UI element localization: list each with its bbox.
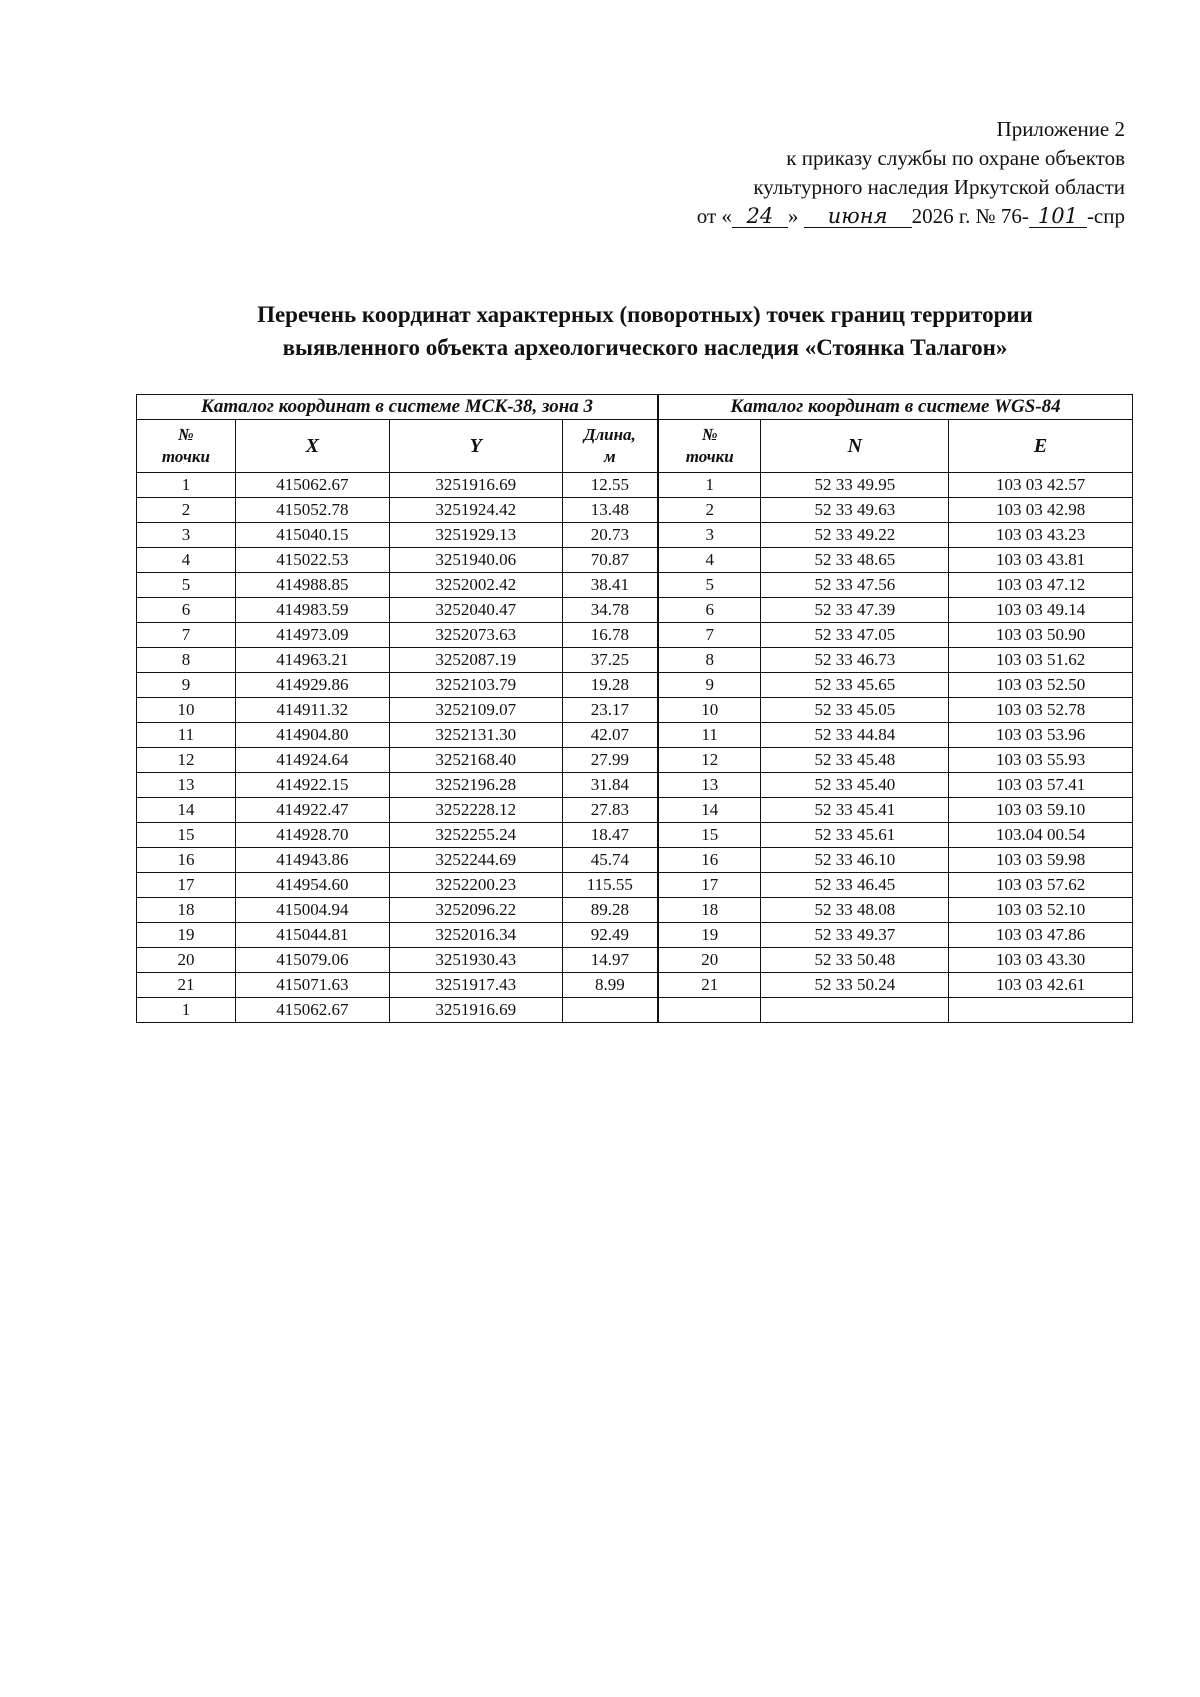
cell-e: 103 03 57.41 (949, 773, 1133, 798)
cell-point-no-wgs: 5 (658, 573, 761, 598)
annex-order-ref: к приказу службы по охране объектов (786, 146, 1125, 170)
table-row (137, 698, 1133, 723)
table-row (137, 773, 1133, 798)
cell-y: 3252002.42 (389, 573, 562, 598)
table-row (137, 598, 1133, 623)
cell-n: 52 33 48.65 (761, 548, 949, 573)
table-row (137, 498, 1133, 523)
cell-x: 415044.81 (235, 923, 389, 948)
cell-point-no-wgs: 10 (658, 698, 761, 723)
cell-point-no-wgs: 13 (658, 773, 761, 798)
cell-e: 103 03 49.14 (949, 598, 1133, 623)
cell-length: 27.99 (562, 748, 658, 773)
cell-point-no: 4 (137, 548, 236, 573)
cell-point-no: 16 (137, 848, 236, 873)
cell-y: 3252255.24 (389, 823, 562, 848)
cell-point-no-wgs: 20 (658, 948, 761, 973)
date-mid: » (787, 204, 799, 228)
cell-n: 52 33 49.37 (761, 923, 949, 948)
cell-y: 3251916.69 (389, 473, 562, 498)
cell-e: 103 03 43.23 (949, 523, 1133, 548)
cell-n: 52 33 45.05 (761, 698, 949, 723)
cell-length: 31.84 (562, 773, 658, 798)
cell-point-no: 2 (137, 498, 236, 523)
cell-length: 16.78 (562, 623, 658, 648)
cell-e: 103 03 43.30 (949, 948, 1133, 973)
cell-point-no-wgs: 6 (658, 598, 761, 623)
cell-length: 23.17 (562, 698, 658, 723)
cell-point-no: 3 (137, 523, 236, 548)
cell-length: 19.28 (562, 673, 658, 698)
cell-e: 103 03 42.57 (949, 473, 1133, 498)
cell-y: 3252200.23 (389, 873, 562, 898)
cell-length: 70.87 (562, 548, 658, 573)
cell-x: 415062.67 (235, 473, 389, 498)
cell-point-no: 9 (137, 673, 236, 698)
table-row (137, 798, 1133, 823)
cell-x: 415079.06 (235, 948, 389, 973)
cell-point-no-wgs: 11 (658, 723, 761, 748)
cell-point-no-wgs: 2 (658, 498, 761, 523)
cell-point-no: 15 (137, 823, 236, 848)
cell-length: 115.55 (562, 873, 658, 898)
cell-e: 103 03 51.62 (949, 648, 1133, 673)
cell-e: 103 03 42.98 (949, 498, 1133, 523)
cell-point-no: 7 (137, 623, 236, 648)
cell-e (949, 998, 1133, 1023)
cell-e: 103 03 57.62 (949, 873, 1133, 898)
cell-y: 3252196.28 (389, 773, 562, 798)
cell-point-no-wgs: 8 (658, 648, 761, 673)
cell-n: 52 33 46.10 (761, 848, 949, 873)
cell-x: 415022.53 (235, 548, 389, 573)
cell-length: 45.74 (562, 848, 658, 873)
cell-x: 414928.70 (235, 823, 389, 848)
cell-length: 34.78 (562, 598, 658, 623)
cell-x: 414922.15 (235, 773, 389, 798)
cell-point-no-wgs: 21 (658, 973, 761, 998)
cell-point-no: 18 (137, 898, 236, 923)
cell-point-no: 6 (137, 598, 236, 623)
col-n: N (761, 420, 949, 473)
cell-point-no: 19 (137, 923, 236, 948)
cell-y: 3252073.63 (389, 623, 562, 648)
cell-x: 414963.21 (235, 648, 389, 673)
cell-point-no-wgs: 3 (658, 523, 761, 548)
cell-n: 52 33 50.24 (761, 973, 949, 998)
cell-point-no: 5 (137, 573, 236, 598)
cell-length (562, 998, 658, 1023)
cell-point-no: 14 (137, 798, 236, 823)
table-row (137, 473, 1133, 498)
title-line-2: выявленного объекта археологического наследия «Стоянка Талагон» (282, 335, 1008, 360)
cell-y: 3251930.43 (389, 948, 562, 973)
cell-point-no: 11 (137, 723, 236, 748)
title-line-1: Перечень координат характерных (поворотных) точек границ территории (257, 302, 1033, 327)
table-row (137, 948, 1133, 973)
cell-point-no: 20 (137, 948, 236, 973)
cell-e: 103 03 52.78 (949, 698, 1133, 723)
cell-e: 103 03 52.10 (949, 898, 1133, 923)
cell-x: 415062.67 (235, 998, 389, 1023)
cell-n: 52 33 45.61 (761, 823, 949, 848)
cell-x: 414904.80 (235, 723, 389, 748)
cell-n: 52 33 46.45 (761, 873, 949, 898)
table-row (137, 973, 1133, 998)
col-y: Y (389, 420, 562, 473)
cell-point-no: 12 (137, 748, 236, 773)
cell-e: 103 03 53.96 (949, 723, 1133, 748)
cell-point-no: 21 (137, 973, 236, 998)
table-row (137, 648, 1133, 673)
cell-x: 414973.09 (235, 623, 389, 648)
table-row (137, 898, 1133, 923)
cell-length: 92.49 (562, 923, 658, 948)
cell-y: 3252040.47 (389, 598, 562, 623)
cell-x: 414988.85 (235, 573, 389, 598)
cell-y: 3252168.40 (389, 748, 562, 773)
cell-e: 103 03 59.10 (949, 798, 1133, 823)
cell-length: 18.47 (562, 823, 658, 848)
table-row (137, 523, 1133, 548)
cell-point-no: 1 (137, 473, 236, 498)
cell-n: 52 33 48.08 (761, 898, 949, 923)
cell-e: 103 03 52.50 (949, 673, 1133, 698)
cell-x: 414983.59 (235, 598, 389, 623)
cell-length: 14.97 (562, 948, 658, 973)
annex-agency: культурного наследия Иркутской области (753, 175, 1125, 199)
msk-38-caption: Каталог координат в системе МСК-38, зона 3 (137, 395, 659, 420)
cell-e: 103 03 43.81 (949, 548, 1133, 573)
cell-x: 415004.94 (235, 898, 389, 923)
cell-point-no-wgs: 4 (658, 548, 761, 573)
cell-x: 414929.86 (235, 673, 389, 698)
table-row (137, 548, 1133, 573)
cell-point-no-wgs: 1 (658, 473, 761, 498)
table-row (137, 848, 1133, 873)
cell-x: 415071.63 (235, 973, 389, 998)
cell-point-no-wgs (658, 998, 761, 1023)
cell-y: 3252016.34 (389, 923, 562, 948)
cell-point-no-wgs: 12 (658, 748, 761, 773)
col-x: X (235, 420, 389, 473)
cell-y: 3252103.79 (389, 673, 562, 698)
cell-y: 3252228.12 (389, 798, 562, 823)
handwritten-number: 101 (1029, 205, 1087, 228)
cell-point-no: 13 (137, 773, 236, 798)
cell-x: 415040.15 (235, 523, 389, 548)
cell-x: 414911.32 (235, 698, 389, 723)
table-row (137, 823, 1133, 848)
cell-length: 38.41 (562, 573, 658, 598)
cell-y: 3252087.19 (389, 648, 562, 673)
cell-n: 52 33 45.48 (761, 748, 949, 773)
cell-point-no: 10 (137, 698, 236, 723)
table-row (137, 923, 1133, 948)
col-point-no-wgs: № точки (658, 420, 761, 473)
handwritten-month: июня (804, 205, 912, 228)
table-row (137, 998, 1133, 1023)
cell-y: 3252109.07 (389, 698, 562, 723)
cell-point-no: 8 (137, 648, 236, 673)
cell-n: 52 33 45.40 (761, 773, 949, 798)
cell-x: 414922.47 (235, 798, 389, 823)
table-row (137, 748, 1133, 773)
wgs-84-caption: Каталог координат в системе WGS-84 (658, 395, 1132, 420)
document-title (100, 298, 1190, 364)
order-year: 2026 г. № 76- (911, 204, 1029, 228)
cell-length: 89.28 (562, 898, 658, 923)
table-row (137, 873, 1133, 898)
cell-point-no-wgs: 17 (658, 873, 761, 898)
annex-title: Приложение 2 (996, 117, 1125, 141)
cell-e: 103 03 55.93 (949, 748, 1133, 773)
cell-length: 42.07 (562, 723, 658, 748)
cell-length: 37.25 (562, 648, 658, 673)
cell-length: 20.73 (562, 523, 658, 548)
cell-x: 414943.86 (235, 848, 389, 873)
cell-x: 414924.64 (235, 748, 389, 773)
handwritten-day: 24 (732, 205, 788, 228)
cell-n: 52 33 47.56 (761, 573, 949, 598)
cell-y: 3251917.43 (389, 973, 562, 998)
table-row (137, 723, 1133, 748)
cell-e: 103 03 47.86 (949, 923, 1133, 948)
cell-e: 103 03 47.12 (949, 573, 1133, 598)
cell-x: 415052.78 (235, 498, 389, 523)
cell-y: 3251916.69 (389, 998, 562, 1023)
cell-y: 3251940.06 (389, 548, 562, 573)
cell-length: 8.99 (562, 973, 658, 998)
cell-y: 3251929.13 (389, 523, 562, 548)
cell-n: 52 33 49.63 (761, 498, 949, 523)
cell-y: 3252131.30 (389, 723, 562, 748)
cell-n: 52 33 45.41 (761, 798, 949, 823)
cell-y: 3252244.69 (389, 848, 562, 873)
cell-length: 27.83 (562, 798, 658, 823)
date-prefix: от « (696, 204, 732, 228)
cell-n: 52 33 47.05 (761, 623, 949, 648)
cell-n: 52 33 44.84 (761, 723, 949, 748)
cell-e: 103 03 50.90 (949, 623, 1133, 648)
cell-point-no-wgs: 16 (658, 848, 761, 873)
table-row (137, 673, 1133, 698)
cell-length: 12.55 (562, 473, 658, 498)
cell-point-no-wgs: 7 (658, 623, 761, 648)
cell-point-no-wgs: 15 (658, 823, 761, 848)
cell-point-no-wgs: 14 (658, 798, 761, 823)
order-date-line (697, 202, 1125, 231)
cell-x: 414954.60 (235, 873, 389, 898)
cell-n (761, 998, 949, 1023)
cell-n: 52 33 49.95 (761, 473, 949, 498)
cell-point-no: 1 (137, 998, 236, 1023)
cell-point-no-wgs: 9 (658, 673, 761, 698)
cell-n: 52 33 50.48 (761, 948, 949, 973)
cell-y: 3251924.42 (389, 498, 562, 523)
annex-header (697, 115, 1125, 231)
col-point-no: № точки (137, 420, 236, 473)
cell-point-no: 17 (137, 873, 236, 898)
cell-n: 52 33 47.39 (761, 598, 949, 623)
cell-n: 52 33 45.65 (761, 673, 949, 698)
cell-point-no-wgs: 19 (658, 923, 761, 948)
cell-e: 103.04 00.54 (949, 823, 1133, 848)
col-e: E (949, 420, 1133, 473)
cell-y: 3252096.22 (389, 898, 562, 923)
cell-n: 52 33 49.22 (761, 523, 949, 548)
cell-e: 103 03 59.98 (949, 848, 1133, 873)
col-length: Длина, м (562, 420, 658, 473)
cell-n: 52 33 46.73 (761, 648, 949, 673)
order-suffix: -спр (1086, 204, 1125, 228)
cell-point-no-wgs: 18 (658, 898, 761, 923)
coordinates-table (136, 394, 1133, 1023)
table-row (137, 623, 1133, 648)
cell-length: 13.48 (562, 498, 658, 523)
cell-e: 103 03 42.61 (949, 973, 1133, 998)
table-row (137, 573, 1133, 598)
